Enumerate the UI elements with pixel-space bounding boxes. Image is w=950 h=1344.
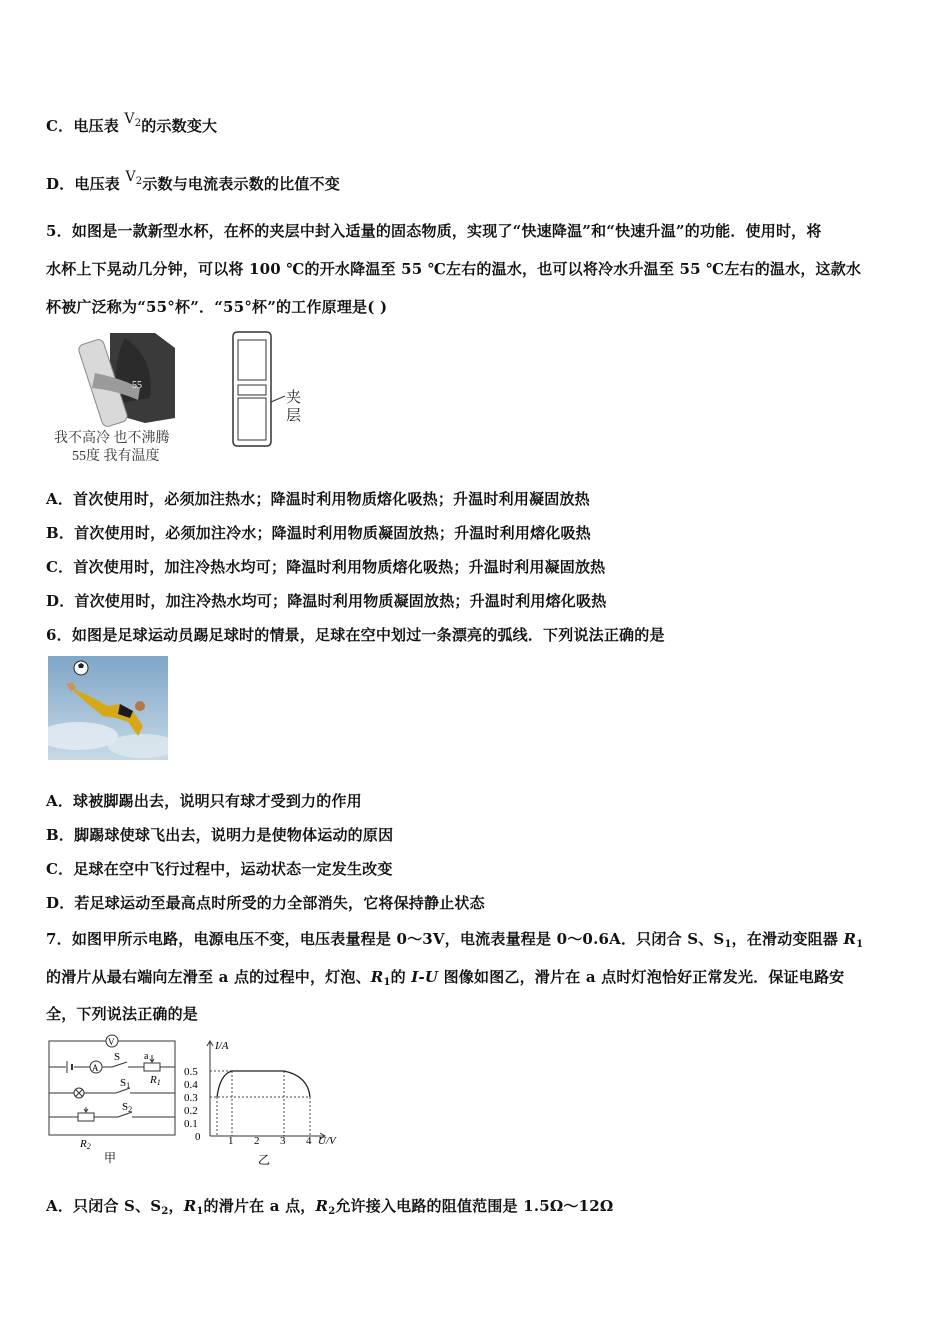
x-tick: 1	[228, 1135, 234, 1147]
cup-mark: 55	[132, 380, 142, 391]
q5-option-d: D．首次使用时，加注冷热水均可；降温时利用物质凝固放热；升温时利用熔化吸热	[46, 592, 607, 610]
r1-label: R1	[150, 1074, 161, 1087]
q7-stem-line1: 7．如图甲所示电路，电源电压不变，电压表量程是 0～3V，电流表量程是 0～0.6A．只闭合 S、$S_1$，在滑动变阻器 $R_1$	[46, 930, 864, 950]
y-axis-label: I/A	[215, 1040, 229, 1052]
switch-s2-label: S2	[122, 1101, 133, 1114]
q4-option-d: D．电压表 $V_2$示数与电流表示数的比值不变	[46, 169, 340, 193]
point-a-label: a	[144, 1051, 149, 1062]
layer-label-2: 层	[286, 408, 302, 424]
q5-stem-line2: 水杯上下晃动几分钟，可以将 100 ℃的开水降温至 55 ℃左右的温水，也可以将冷水升温至 55 ℃左右的温水，这款水	[46, 260, 862, 278]
q5-stem-line1: 5．如图是一款新型水杯，在杯的夹层中封入适量的固态物质，实现了“快速降温”和“快速升温”的功能．使用时，将	[46, 222, 822, 240]
x-tick: 4	[306, 1135, 312, 1147]
graph-caption: 乙	[258, 1153, 271, 1166]
q5-option-b: B．首次使用时，必须加注冷水；降温时利用物质凝固放热；升温时利用熔化吸热	[46, 524, 591, 542]
y-tick: 0.5	[184, 1066, 198, 1078]
q6-option-c: C．足球在空中飞行过程中，运动状态一定发生改变	[46, 860, 393, 878]
y-tick: 0.3	[184, 1092, 198, 1104]
q5-stem-line3: 杯被广泛称为“55°杯”．“55°杯”的工作原理是( )	[46, 298, 388, 316]
q7-option-a: A．只闭合 S、$S_2$，$R_1$的滑片在 a 点，$R_2$允许接入电路的阻值范围是 1.5Ω～12Ω	[46, 1197, 614, 1217]
layer-label-1: 夹	[286, 390, 302, 406]
switch-s-label: S	[114, 1051, 121, 1063]
photo-caption-1: 我不高冷 也不沸腾	[54, 431, 170, 446]
voltmeter-label: V	[108, 1037, 115, 1047]
q4-option-c: C．电压表 $V_2$的示数变大	[46, 111, 218, 135]
cup-photo	[50, 328, 200, 468]
x-tick: 2	[254, 1135, 260, 1147]
cup-diagram	[228, 330, 313, 450]
photo-caption-2: 55度 我有温度	[72, 449, 160, 464]
q5-option-c: C．首次使用时，加注冷热水均可；降温时利用物质熔化吸热；升温时利用凝固放热	[46, 558, 606, 576]
y-tick: 0.1	[184, 1118, 198, 1130]
circuit-caption: 甲	[104, 1151, 117, 1165]
x-tick: 3	[280, 1135, 286, 1147]
voltmeter-symbol: $V_2$	[125, 169, 143, 187]
q6-option-a: A．球被脚踢出去，说明只有球才受到力的作用	[46, 792, 362, 810]
soccer-photo	[48, 656, 168, 760]
y-tick: 0.2	[184, 1105, 198, 1117]
q5-option-a: A．首次使用时，必须加注热水；降温时利用物质熔化吸热；升温时利用凝固放热	[46, 490, 590, 508]
circuit-diagram	[44, 1033, 184, 1168]
q7-stem-line2: 的滑片从最右端向左滑至 a 点的过程中，灯泡、$R_1$的 I-U 图像如图乙，滑片在 a 点时灯泡恰好正常发光．保证电路安	[46, 968, 845, 988]
x-axis-label: U/V	[318, 1135, 336, 1147]
iu-graph	[184, 1036, 354, 1166]
q6-option-d: D．若足球运动至最高点时所受的力全部消失，它将保持静止状态	[46, 894, 485, 912]
ammeter-label: A	[92, 1063, 99, 1073]
q6-option-b: B．脚踢球使球飞出去，说明力是使物体运动的原因	[46, 826, 394, 844]
q7-stem-line3: 全，下列说法正确的是	[46, 1005, 199, 1023]
q6-stem: 6．如图是足球运动员踢足球时的情景，足球在空中划过一条漂亮的弧线．下列说法正确的是	[46, 626, 665, 644]
r2-label: R2	[80, 1138, 91, 1151]
switch-s1-label: S1	[120, 1077, 131, 1090]
voltmeter-symbol: $V_2$	[124, 111, 142, 129]
origin-label: 0	[195, 1131, 201, 1143]
y-tick: 0.4	[184, 1079, 198, 1091]
